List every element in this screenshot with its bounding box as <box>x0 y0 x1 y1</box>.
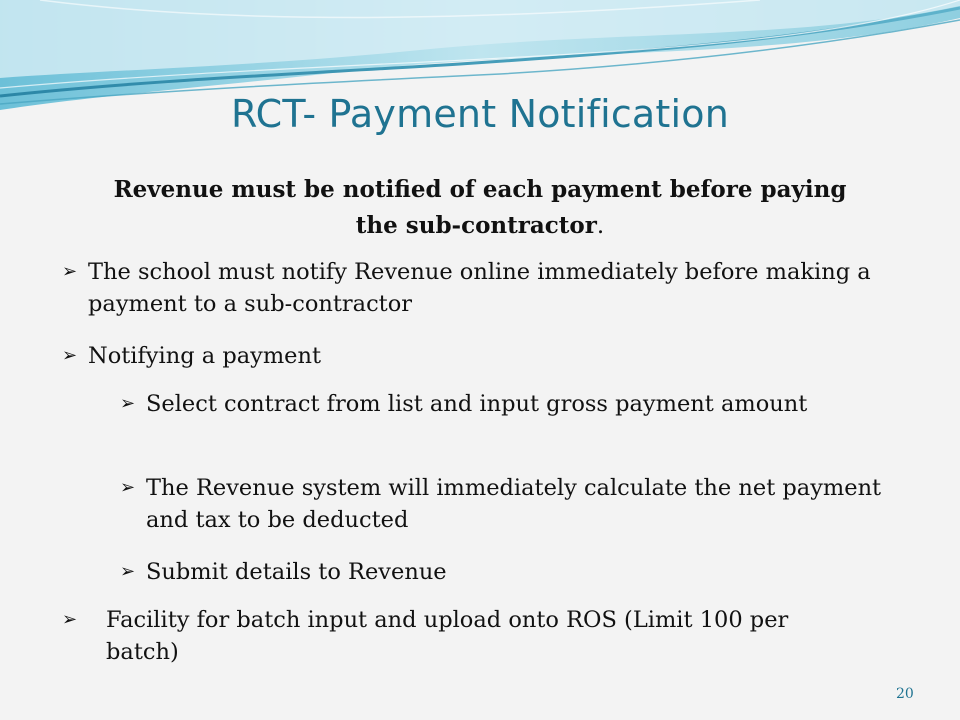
bullet-item-1 <box>62 256 902 320</box>
bullet-text-3: Facility for batch input and upload onto ROS (Limit 100 per batch) <box>106 607 789 665</box>
lead-statement <box>90 172 870 244</box>
sub-bullet-item-2 <box>120 472 920 536</box>
sub-bullet-text-1: Select contract from list and input gross payment amount <box>146 391 808 417</box>
arrow-bullet-icon: ➢ <box>62 609 78 630</box>
arrow-bullet-icon: ➢ <box>120 561 136 582</box>
lead-statement-period: . <box>596 213 605 239</box>
bullet-text-2: Notifying a payment <box>88 343 322 369</box>
sub-bullet-item-1 <box>120 388 840 420</box>
page-number: 20 <box>896 686 914 702</box>
bullet-item-2 <box>62 340 902 372</box>
arrow-bullet-icon: ➢ <box>120 393 136 414</box>
slide-title: RCT- Payment Notification <box>230 92 730 136</box>
lead-statement-text: Revenue must be notified of each payment before paying the sub-contractor <box>113 176 847 239</box>
bullet-text-1: The school must notify Revenue online immediately before making a payment to a sub-contractor <box>88 259 871 317</box>
sub-bullet-text-3: Submit details to Revenue <box>146 559 447 585</box>
sub-bullet-text-2: The Revenue system will immediately calculate the net payment and tax to be deducted <box>146 475 882 533</box>
arrow-bullet-icon: ➢ <box>120 477 136 498</box>
arrow-bullet-icon: ➢ <box>62 261 78 282</box>
bullet-item-3 <box>62 604 862 668</box>
sub-bullet-item-3 <box>120 556 840 588</box>
arrow-bullet-icon: ➢ <box>62 345 78 366</box>
